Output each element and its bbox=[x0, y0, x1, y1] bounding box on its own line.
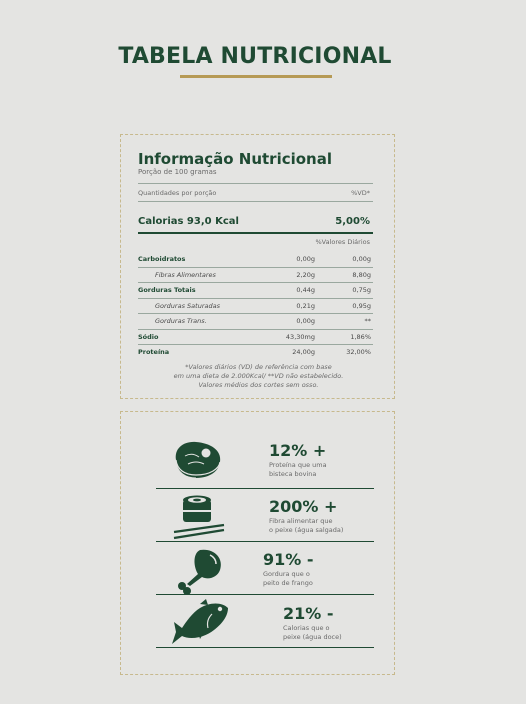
nutrient-amount: 24,00g bbox=[292, 348, 315, 356]
comparison-item bbox=[156, 432, 374, 488]
nutrient-vd: 0,75g bbox=[352, 286, 371, 294]
comparison-desc-line: peixe (água doce) bbox=[283, 633, 342, 641]
table-row bbox=[138, 252, 373, 268]
nutrient-name: Carboidratos bbox=[138, 255, 186, 263]
title-underline bbox=[180, 75, 332, 78]
footnote-line: em uma dieta de 2.000Kcal/ **VD não estabelecido. bbox=[173, 372, 344, 380]
nutrient-amount: 2,20g bbox=[296, 270, 315, 279]
nutrition-title: Informação Nutricional bbox=[138, 150, 333, 168]
sushi-icon bbox=[170, 494, 226, 540]
nutrition-facts-panel bbox=[120, 134, 395, 399]
comparison-percent: 21% - bbox=[283, 604, 334, 623]
divider bbox=[156, 647, 374, 648]
vd-label: %VD* bbox=[351, 189, 370, 197]
nutrient-vd: 1,86% bbox=[350, 332, 371, 341]
comparison-desc-line: Calorias que o bbox=[283, 624, 330, 632]
comparison-desc-line: Proteína que uma bbox=[269, 461, 327, 469]
thick-divider bbox=[138, 232, 373, 234]
nutrient-amount: 0,44g bbox=[296, 286, 315, 294]
nutrient-name: Gorduras Trans. bbox=[155, 317, 207, 325]
comparison-desc-line: o peixe (água salgada) bbox=[269, 526, 344, 534]
nutrient-vd: 32,00% bbox=[346, 348, 371, 356]
nutrient-name: Gorduras Saturadas bbox=[155, 301, 220, 310]
comparison-desc bbox=[269, 461, 327, 479]
table-row bbox=[138, 314, 373, 330]
nutrient-amount: 43,30mg bbox=[285, 332, 315, 341]
nutrient-vd: ** bbox=[364, 317, 371, 325]
fish-icon bbox=[170, 598, 232, 648]
comparison-percent: 12% + bbox=[269, 441, 327, 460]
comparison-desc-line: peito de frango bbox=[263, 579, 313, 587]
calories-label: Calorias 93,0 Kcal bbox=[138, 216, 239, 227]
portion-text: Porção de 100 gramas bbox=[138, 168, 217, 176]
divider bbox=[138, 201, 373, 202]
quantity-label: Quantidades por porção bbox=[138, 189, 217, 197]
footnote-line: Valores médios dos cortes sem osso. bbox=[198, 381, 319, 389]
comparison-percent: 200% + bbox=[269, 497, 338, 516]
calories-percent: 5,00% bbox=[335, 216, 370, 227]
comparison-item bbox=[156, 544, 374, 596]
table-row bbox=[138, 345, 373, 360]
comparison-item bbox=[156, 492, 374, 542]
comparison-desc bbox=[269, 517, 343, 535]
footnote-line: *Valores diários (VD) de referência com base bbox=[185, 363, 332, 371]
comparison-desc-line: Gordura que o bbox=[263, 570, 310, 578]
comparison-desc bbox=[283, 624, 342, 642]
nutrient-vd: 0,00g bbox=[352, 255, 371, 263]
nutrient-table bbox=[138, 252, 373, 360]
daily-values-label: %Valores Diários bbox=[315, 238, 370, 246]
table-row bbox=[138, 330, 373, 346]
footnote bbox=[141, 363, 376, 390]
comparison-desc-line: Fibra alimentar que bbox=[269, 517, 333, 525]
page-title: TABELA NUTRICIONAL bbox=[118, 44, 392, 69]
nutrient-name: Fibras Alimentares bbox=[155, 270, 216, 279]
steak-icon bbox=[170, 438, 226, 482]
comparison-item bbox=[156, 598, 374, 654]
nutrient-vd: 8,80g bbox=[352, 270, 371, 279]
table-row bbox=[138, 283, 373, 299]
divider bbox=[156, 594, 374, 595]
comparison-desc-line: bisteca bovina bbox=[269, 470, 317, 478]
comparison-panel bbox=[120, 411, 395, 675]
nutrient-name: Sódio bbox=[138, 332, 159, 341]
table-row bbox=[138, 299, 373, 315]
nutrient-amount: 0,21g bbox=[296, 301, 315, 310]
table-row bbox=[138, 268, 373, 284]
nutrient-vd: 0,95g bbox=[352, 301, 371, 310]
nutrient-amount: 0,00g bbox=[296, 317, 315, 325]
divider bbox=[156, 488, 374, 489]
nutrient-name: Gorduras Totais bbox=[138, 286, 196, 294]
nutrient-amount: 0,00g bbox=[296, 255, 315, 263]
divider bbox=[156, 541, 374, 542]
chicken-leg-icon bbox=[170, 546, 226, 594]
comparison-percent: 91% - bbox=[263, 550, 314, 569]
divider bbox=[138, 183, 373, 184]
nutrient-name: Proteína bbox=[138, 348, 170, 356]
comparison-desc bbox=[263, 570, 313, 588]
